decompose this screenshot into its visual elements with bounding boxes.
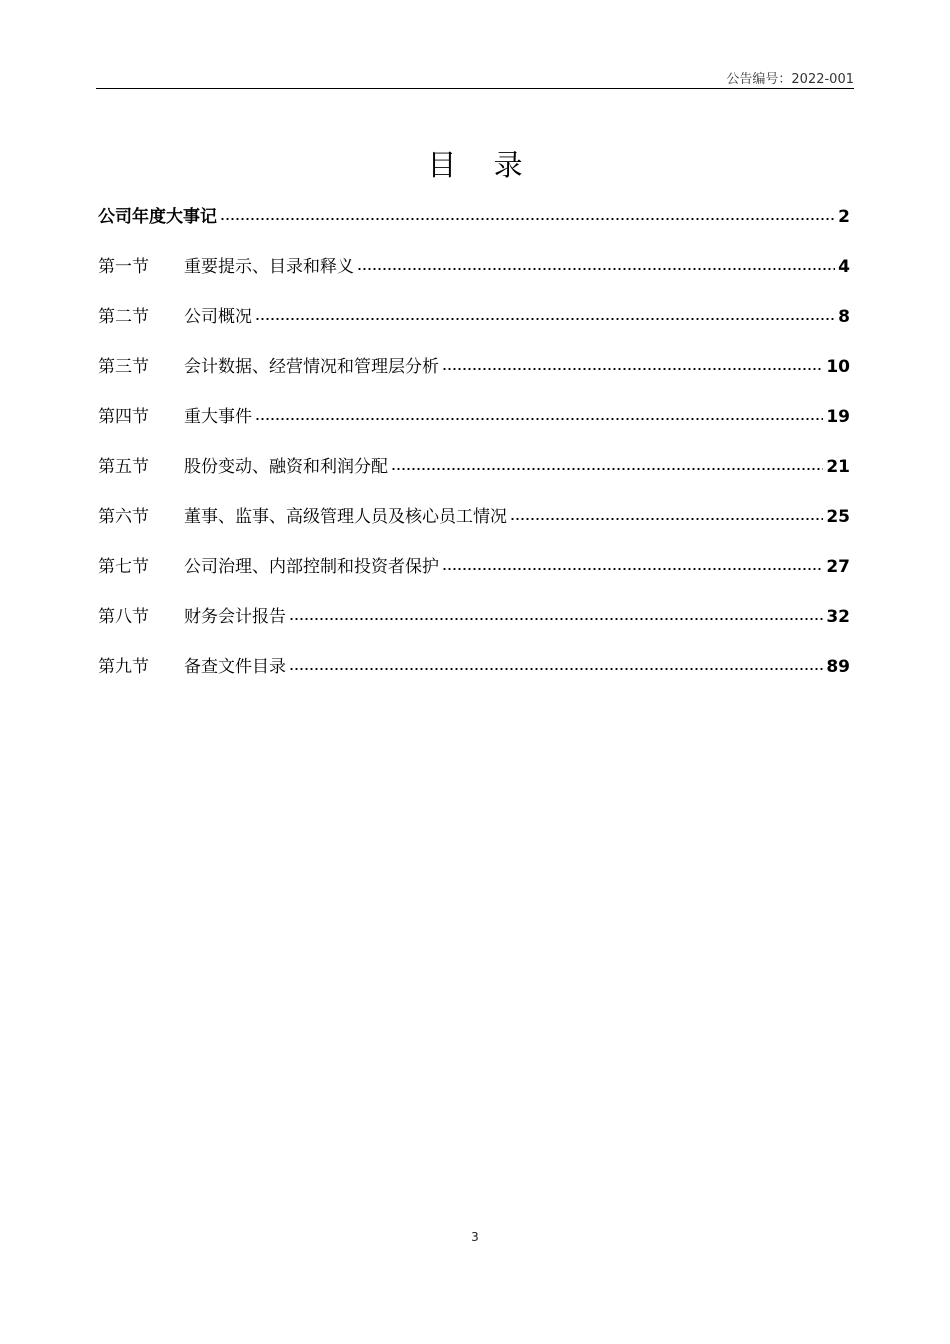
toc-entry-page: 4 — [838, 257, 850, 277]
toc-entry-section-4[interactable] — [98, 402, 850, 452]
page-number: 3 — [471, 1230, 479, 1244]
toc-entry-section-5[interactable] — [98, 452, 850, 502]
toc-entry-page: 89 — [826, 657, 850, 677]
toc-entry-section: 第二节 — [98, 307, 149, 327]
toc-dot-leader — [357, 255, 835, 272]
toc-entry-title: 董事、监事、高级管理人员及核心员工情况 — [184, 507, 507, 527]
toc-dot-leader — [255, 305, 835, 322]
toc-entry-highlights[interactable] — [98, 202, 850, 252]
toc-entry-page: 27 — [826, 557, 850, 577]
toc-dot-leader — [255, 405, 823, 422]
toc-entry-title: 公司年度大事记 — [98, 207, 217, 227]
toc-entry-page: 25 — [826, 507, 850, 527]
toc-entry-section: 第六节 — [98, 507, 149, 527]
page-title: 目 录 — [427, 148, 537, 182]
header-divider — [96, 88, 854, 89]
toc-entry-title: 股份变动、融资和利润分配 — [184, 457, 388, 477]
toc-dot-leader — [220, 205, 835, 222]
toc-entry-page: 32 — [826, 607, 850, 627]
toc-dot-leader — [289, 655, 823, 672]
toc-entry-section-2[interactable] — [98, 302, 850, 352]
toc-entry-page: 8 — [838, 307, 850, 327]
toc-entry-title: 重大事件 — [184, 407, 252, 427]
toc-dot-leader — [442, 555, 823, 572]
toc-entry-section-6[interactable] — [98, 502, 850, 552]
toc-entry-title: 公司概况 — [184, 307, 252, 327]
toc-entry-section: 第四节 — [98, 407, 149, 427]
toc-entry-section-1[interactable] — [98, 252, 850, 302]
announcement-number: 公告编号：2022-001 — [726, 72, 854, 87]
toc-entry-section: 第五节 — [98, 457, 149, 477]
toc-entry-section: 第七节 — [98, 557, 149, 577]
toc-dot-leader — [289, 605, 823, 622]
toc-entry-section: 第一节 — [98, 257, 149, 277]
toc-dot-leader — [510, 505, 823, 522]
toc-entry-title: 会计数据、经营情况和管理层分析 — [184, 357, 439, 377]
table-of-contents — [98, 202, 850, 702]
toc-entry-section: 第八节 — [98, 607, 149, 627]
toc-entry-section: 第三节 — [98, 357, 149, 377]
toc-entry-section-3[interactable] — [98, 352, 850, 402]
toc-entry-page: 19 — [826, 407, 850, 427]
toc-entry-section-7[interactable] — [98, 552, 850, 602]
toc-dot-leader — [442, 355, 823, 372]
toc-entry-section-9[interactable] — [98, 652, 850, 702]
toc-entry-page: 2 — [838, 207, 850, 227]
toc-entry-section-8[interactable] — [98, 602, 850, 652]
toc-entry-title: 财务会计报告 — [184, 607, 286, 627]
toc-entry-title: 备查文件目录 — [184, 657, 286, 677]
toc-entry-title: 公司治理、内部控制和投资者保护 — [184, 557, 439, 577]
toc-entry-page: 21 — [826, 457, 850, 477]
toc-entry-section: 第九节 — [98, 657, 149, 677]
toc-dot-leader — [391, 455, 823, 472]
toc-entry-title: 重要提示、目录和释义 — [184, 257, 354, 277]
toc-entry-page: 10 — [826, 357, 850, 377]
